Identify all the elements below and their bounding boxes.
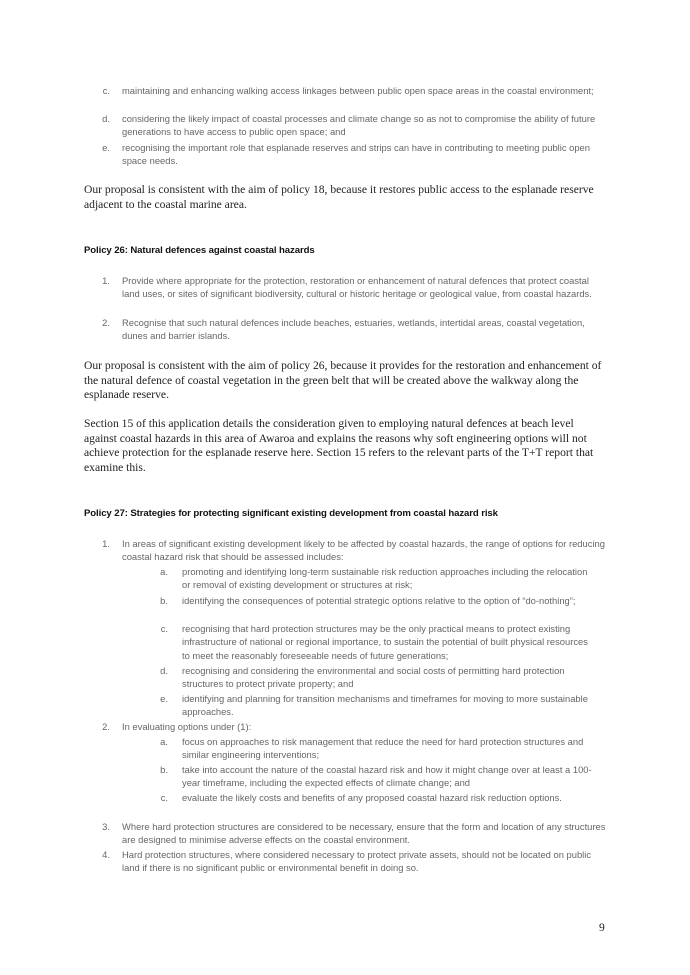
paragraph-policy18: Our proposal is consistent with the aim of policy 18, because it restores public access to the esplanade reserve adjacent to the coastal marine area. [84, 183, 594, 211]
list-item-text: maintaining and enhancing walking access linkages between public open space areas in the coastal environment; [122, 85, 594, 96]
sub-list-item [148, 735, 595, 762]
list-item-text: Recognise that such natural defences include beaches, estuaries, wetlands, intertidal areas, coastal vegetation, dunes and barrier islands. [122, 317, 585, 342]
list-item-text: identifying the consequences of potential strategic options relative to the option of “do-nothing”; [182, 595, 576, 606]
list-item-text: take into account the nature of the coastal hazard risk and how it might change over at least a 100-year timeframe, including the expected effects of climate change; and [182, 764, 592, 789]
paragraph-policy26: Our proposal is consistent with the aim of policy 26, because it provides for the restoration and enhancement of the natural defence of coastal vegetation in the green belt that will be created above the walkway along the esplanade reserve. [84, 359, 602, 401]
list-item-text: Provide where appropriate for the protection, restoration or enhancement of natural defences that protect coastal land uses, or sites of significant biodiversity, cultural or historic heritage or geological value, from coastal hazards. [122, 275, 592, 300]
sub-list-item [148, 664, 595, 691]
list-item-text: recognising the important role that esplanade reserves and strips can have in contributing to meeting public open space needs. [122, 142, 590, 167]
paragraph-section15: Section 15 of this application details the consideration given to employing natural defences at beach level against coastal hazards in this area of Awaroa and explains the reasons why soft engineering options will not achieve protection for the esplanade reserve here. Section 15 refers to the relevant parts of the T+T report that examine this. [84, 417, 594, 474]
list-item [96, 84, 606, 97]
list-item-text: recognising and considering the environmental and social costs of permitting hard protection structures to protect private property; and [182, 665, 565, 690]
list-marker: 2. [102, 317, 110, 328]
sub-list-item [148, 791, 595, 804]
list-item: 2. In evaluating options under (1): [96, 720, 608, 733]
list-marker: a. [160, 736, 168, 747]
list-item-text: evaluate the likely costs and benefits of any proposed coastal hazard risk reduction options. [182, 792, 562, 803]
list-item [96, 274, 594, 301]
policy26-heading: Policy 26: Natural defences against coastal hazards [84, 245, 315, 256]
sub-list-item [148, 692, 595, 719]
list-item-text: recognising that hard protection structures may be the only practical means to protect existing infrastructure of national or regional importance, to sustain the potential of built physical resources to meet the reasonably foreseeable needs of future generations; [182, 623, 588, 661]
sub-list-item [148, 594, 595, 607]
list-item-text: promoting and identifying long-term sustainable risk reduction approaches including the relocation or removal of existing development or structures at risk; [182, 566, 588, 591]
list-item [96, 141, 606, 168]
list-item-text: identifying and planning for transition mechanisms and timeframes for moving to more sustainable approaches. [182, 693, 588, 718]
list-marker: d. [160, 665, 168, 676]
list-marker: d. [102, 113, 110, 124]
list-marker: a. [160, 566, 168, 577]
list-item: 1. In areas of significant existing development likely to be affected by coastal hazards, the range of options for reducing coastal hazard risk that should be assessed includes: [96, 537, 608, 564]
list-item [96, 316, 594, 343]
list-marker: 1. [102, 275, 110, 286]
policy27-heading: Policy 27: Strategies for protecting significant existing development from coastal hazard risk [84, 508, 498, 519]
list-marker: b. [160, 595, 168, 606]
list-marker: c. [102, 85, 110, 96]
list-item-text: considering the likely impact of coastal processes and climate change so as not to compromise the ability of future generations to have access to public open space; and [122, 113, 596, 138]
list-marker: e. [102, 142, 110, 153]
list-item: 3. Where hard protection structures are considered to be necessary, ensure that the form and location of any structures are designed to minimise adverse effects on the coastal environment. [96, 820, 608, 847]
sub-list-item [148, 763, 595, 790]
list-item-text: In evaluating options under (1): [122, 721, 252, 732]
list-item: 4. Hard protection structures, where considered necessary to protect private assets, should not be located on public land if there is no significant public or environmental benefit in doing so. [96, 848, 608, 875]
sub-list-item [148, 565, 595, 592]
page-number: 9 [599, 921, 605, 934]
list-marker: b. [160, 764, 168, 775]
list-item-text: focus on approaches to risk management that reduce the need for hard protection structures and similar engineering interventions; [182, 736, 584, 761]
list-item-text: Where hard protection structures are considered to be necessary, ensure that the form and location of any structures are designed to minimise adverse effects on the coastal environment. [122, 821, 606, 846]
list-item-text: In areas of significant existing development likely to be affected by coastal hazards, the range of options for reducing coastal hazard risk that should be assessed includes: [122, 538, 605, 563]
list-marker: c. [160, 792, 168, 803]
list-item [96, 112, 606, 139]
list-marker: e. [160, 693, 168, 704]
list-item-text: Hard protection structures, where considered necessary to protect private assets, should not be located on public land if there is no significant public or environmental benefit in doing so. [122, 849, 592, 874]
sub-list-item [148, 622, 595, 662]
list-marker: c. [160, 623, 168, 634]
